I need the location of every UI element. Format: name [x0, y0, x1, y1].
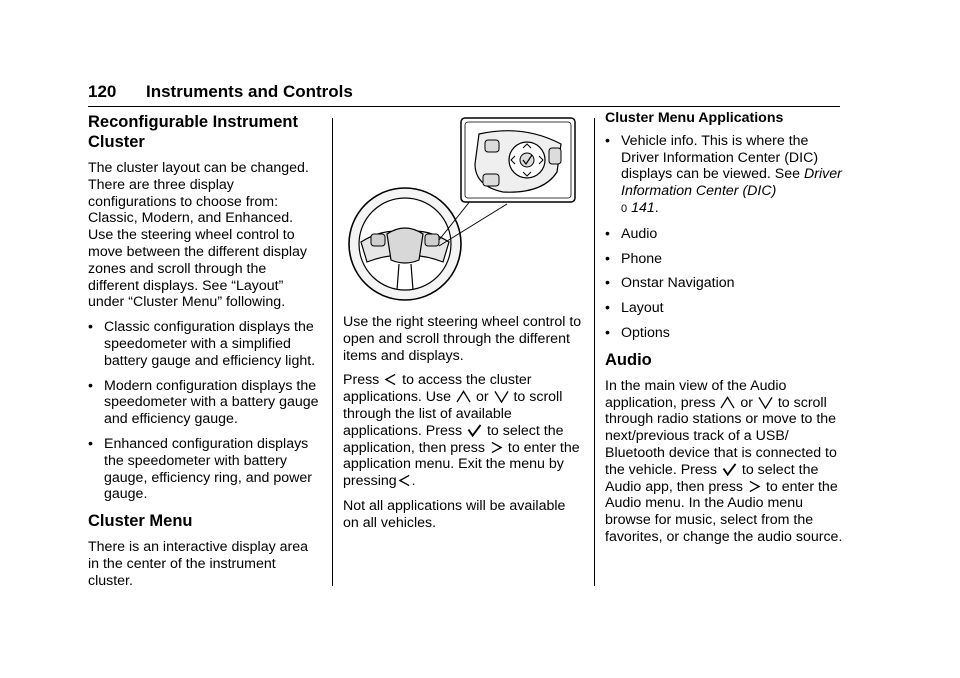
check-icon: [467, 424, 482, 437]
bullet: •: [88, 319, 93, 336]
left-arrow-icon: [384, 373, 397, 386]
page-number: 120: [88, 82, 117, 101]
check-icon: [722, 463, 737, 476]
column-middle: [343, 110, 583, 540]
audio-paragraph: In the main view of the Audio application, press or to scroll through radio stations or move to the next/previous track of a USB/ Bluetooth device that is connected to the vehicle. Press to select the Audio app, then press to enter the Audio menu. In the Audio menu browse for music, select from the favorites, or change the audio source.: [605, 377, 843, 545]
heading-cluster-menu: Cluster Menu: [88, 512, 193, 531]
up-arrow-icon: [456, 390, 471, 403]
column-divider: [594, 118, 595, 586]
bullet: •: [605, 250, 610, 267]
list-item: • Audio: [605, 225, 658, 242]
heading-cluster-menu-applications: Cluster Menu Applications: [605, 110, 784, 126]
bullet: •: [605, 324, 610, 341]
right-arrow-icon: [490, 441, 503, 454]
availability-note: Not all applications will be available on all vehicles.: [343, 497, 566, 531]
dic-reference-link[interactable]: Driver Information Center (DIC): [621, 166, 842, 200]
bullet: •: [88, 377, 93, 394]
list-item: • Vehicle info. This is where the Driver Information Center (DIC) displays can be viewed. See Driver Information Center (DIC) 0 141.: [605, 132, 842, 216]
list-item: • Enhanced configuration displays the speedometer with battery gauge, efficiency ring, and power gauge.: [88, 435, 312, 503]
application-list: [605, 133, 845, 342]
list-item: • Classic configuration displays the speedometer with a simplified battery gauge and efficiency light.: [88, 319, 316, 369]
steering-control-paragraph: Use the right steering wheel control to open and scroll through the different items and displays.: [343, 314, 582, 364]
page-ref-arrow: 0: [621, 202, 628, 215]
bullet: •: [605, 132, 610, 149]
bullet: •: [88, 435, 93, 452]
steering-wheel-illustration: [343, 114, 583, 304]
column-left: [88, 110, 320, 598]
column-right: [605, 110, 845, 554]
right-arrow-icon: [748, 480, 761, 493]
up-arrow-icon: [720, 396, 735, 409]
steering-wheel-icon: [343, 114, 583, 304]
page-header: [88, 82, 840, 107]
navigation-instructions: Press to access the cluster applications. Use or to scroll through the list of available applications. Press to select the application, then press to enter the application menu. Exit the menu by pressing .: [343, 372, 580, 490]
heading-reconfigurable-cluster: Reconfigurable Instrument Cluster: [88, 113, 298, 151]
column-divider: [332, 118, 333, 586]
heading-audio: Audio: [605, 350, 652, 369]
section-title: Instruments and Controls: [146, 82, 353, 101]
bullet: •: [605, 275, 610, 292]
list-item: • Phone: [605, 250, 663, 267]
list-item: • Onstar Navigation: [605, 275, 735, 292]
list-item: • Modern configuration displays the speedometer with a battery gauge and efficiency gauge.: [88, 377, 319, 428]
list-item: • Options: [605, 324, 670, 341]
bullet: •: [605, 225, 610, 242]
list-item: • Layout: [605, 300, 664, 317]
configuration-list: [88, 319, 320, 503]
bullet: •: [605, 300, 610, 317]
down-arrow-icon: [494, 390, 509, 403]
page-reference[interactable]: 141: [631, 199, 655, 216]
intro-paragraph: The cluster layout can be changed. There are three display configurations to choose from: Classic, Modern, and Enhanced. Use the steering wheel control to move between the different display zones and scroll through the different displays. See “Layout” under “Cluster Menu” following.: [88, 160, 309, 311]
left-arrow-icon: [398, 474, 411, 487]
down-arrow-icon: [758, 396, 773, 409]
cluster-menu-paragraph: There is an interactive display area in the center of the instrument cluster.: [88, 539, 309, 589]
